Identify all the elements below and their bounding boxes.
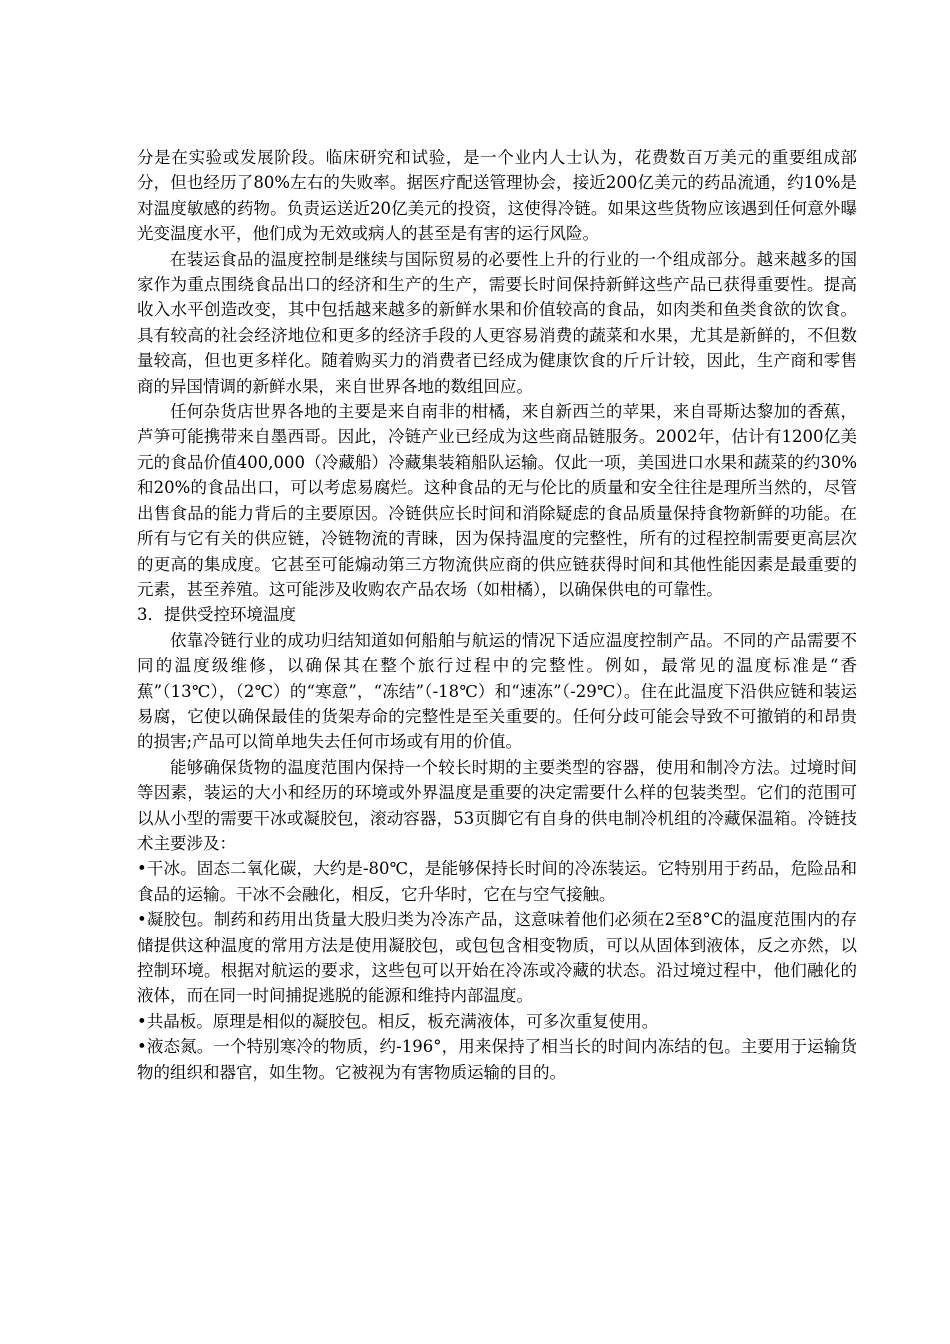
paragraph-drug-shipping: 分是在实验或发展阶段。临床研究和试验，是一个业内人士认为，花费数百万美元的重要组成部分，但也经历了80%左右的失败率。据医疗配送管理协会，接近200亿美元的药品流通，约10%是对温度敏感的药物。负责运送近20亿美元的投资，这使得冷链。如果这些货物应该遇到任何意外曝光变温度水平，他们成为无效或病人的甚至是有害的运行风险。 [137, 148, 857, 244]
paragraph-grocery-cold-chain: 任何杂货店世界各地的主要是来自南非的柑橘，来自新西兰的苹果，来自哥斯达黎加的香蕉，芦笋可能携带来自墨西哥。因此，冷链产业已经成为这些商品链服务。2002年，估计有1200亿美元的食品价值400,000（冷藏船）冷藏集装箱船队运输。仅此一项，美国进口水果和蔬菜的约30%和20%的食品出口，可以考虑易腐烂。这种食品的无与伦比的质量和安全往往是理所当然的，尽管出售食品的能力背后的主要原因。冷链供应长时间和消除疑虑的食品质量保持食物新鲜的功能。在所有与它有关的供应链，冷链物流的青睐，因为保持温度的完整性，所有的过程控制需要更高层次的更高的集成度。它甚至可能煽动第三方物流供应商的供应链获得时间和其他性能因素是最重要的元素，甚至养殖。这可能涉及收购农产品农场（如柑橘），以确保供电的可靠性。 [137, 402, 857, 599]
bullet-gel-pack: •凝胶包。制药和药用出货量大股归类为冷冻产品，这意味着他们必须在2至8°C的温度范围内的存储提供这种温度的常用方法是使用凝胶包，或包包含相变物质，可以从固体到液体，反之亦然，以控制环境。根据对航运的要求，这些包可以开始在冷冻或冷藏的状态。沿过境过程中，他们融化的液体，而在同一时间捕捉逃脱的能源和维持内部温度。 [137, 910, 857, 1006]
bullet-dry-ice: •干冰。固态二氧化碳，大约是-80℃，是能够保持长时间的冷冻装运。它特别用于药品，危险品和食品的运输。干冰不会融化，相反，它升华时，它在与空气接触。 [137, 859, 857, 904]
paragraph-food-temperature-control: 在装运食品的温度控制是继续与国际贸易的必要性上升的行业的一个组成部分。越来越多的国家作为重点围绕食品出口的经济和生产的生产，需要长时间保持新鲜这些产品已获得重要性。提高收入水平创造改变，其中包括越来越多的新鲜水果和价值较高的食品，如肉类和鱼类食欲的饮食。具有较高的社会经济地位和更多的经济手段的人更容易消费的蔬菜和水果，尤其是新鲜的，不但数量较高，但也更多样化。随着购买力的消费者已经成为健康饮食的斤斤计较，因此，生产商和零售商的异国情调的新鲜水果，来自世界各地的数组回应。 [137, 249, 857, 396]
bullet-eutectic-plate: •共晶板。原理是相似的凝胶包。相反，板充满液体，可多次重复使用。 [137, 1011, 659, 1031]
section-heading: 3．提供受控环境温度 [137, 605, 296, 625]
paragraph-temperature-levels: 依靠冷链行业的成功归结知道如何船舶与航运的情况下适应温度控制产品。不同的产品需要不同的温度级维修，以确保其在整个旅行过程中的完整性。例如，最常见的温度标准是“香蕉”（13℃），（2℃）的“寒意”，“冻结”（-18℃）和“速冻”（-29℃）。住在此温度下沿供应链和装运易腐，它使以确保最佳的货架寿命的完整性是至关重要的。任何分歧可能会导致不可撤销的和昂贵的损害;产品可以简单地失去任何市场或有用的价值。 [137, 630, 857, 752]
bullet-liquid-nitrogen: •液态氮。一个特别寒冷的物质，约-196°，用来保持了相当长的时间内冻结的包。主要用于运输货物的组织和器官，如生物。它被视为有害物质运输的目的。 [137, 1037, 857, 1082]
paragraph-container-types: 能够确保货物的温度范围内保持一个较长时期的主要类型的容器，使用和制冷方法。过境时间等因素，装运的大小和经历的环境或外界温度是重要的决定需要什么样的包装类型。它们的范围可以从小型的需要干冰或凝胶包，滚动容器，53页脚它有自身的供电制冷机组的冷藏保温箱。冷链技术主要涉及： [137, 757, 857, 853]
document-body [137, 145, 857, 1085]
